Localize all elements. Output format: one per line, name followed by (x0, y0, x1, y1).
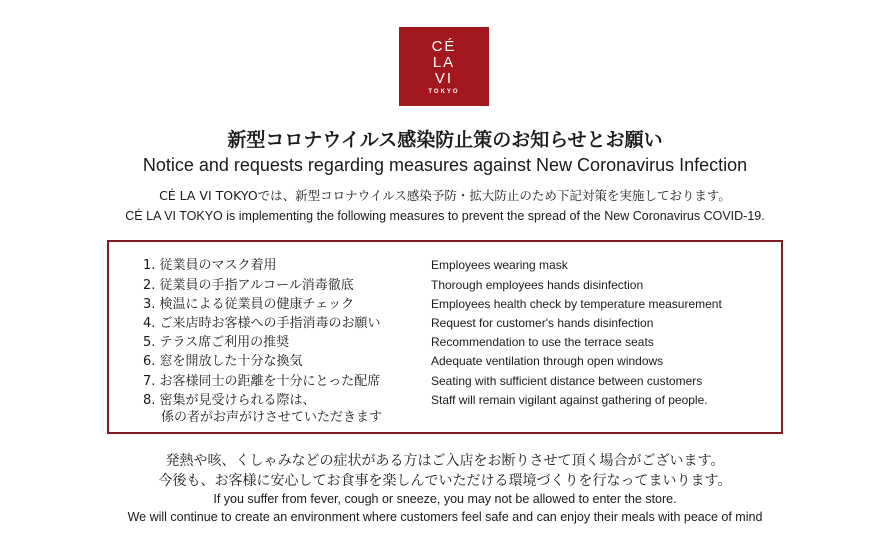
title-japanese: 新型コロナウイルス感染防止策のお知らせとお願い (227, 129, 663, 151)
measure-en: Request for customer's hands disinfection (431, 316, 654, 330)
measure-en: Thorough employees hands disinfection (431, 278, 644, 292)
logo-line-1: CÉ (431, 37, 457, 55)
measure-jp: 7. お客様同士の距離を十分にとった配席 (143, 374, 381, 389)
measure-jp: 5. テラス席ご利用の推奨 (143, 335, 290, 350)
measure-en: Recommendation to use the terrace seats (431, 335, 654, 349)
measure-en: Employees wearing mask (431, 258, 568, 272)
measure-row-1 (109, 256, 781, 275)
measure-en: Employees health check by temperature measurement (431, 297, 722, 311)
measure-row-5 (109, 333, 781, 352)
measure-row-3 (109, 295, 781, 314)
measure-jp: 1. 従業員のマスク着用 (143, 258, 277, 273)
measure-row-7 (109, 372, 781, 391)
measures-box (107, 240, 783, 434)
intro-japanese: CÉ LA VI TOKYOでは、新型コロナウイルス感染予防・拡大防止のため下記対策を実施しております。 (159, 188, 731, 203)
logo-line-4: TOKYO (428, 88, 460, 95)
footer-english-2: We will continue to create an environment where customers feel safe and can enjoy their meals with peace of mind (127, 510, 763, 524)
measure-jp: 4. ご来店時お客様への手指消毒のお願い (143, 316, 381, 331)
footer-english-1: If you suffer from fever, cough or sneeze, you may not be allowed to enter the store. (213, 492, 677, 506)
footer-japanese-1: 発熱や咳、くしゃみなどの症状がある方はご入店をお断りさせて頂く場合がございます。 (165, 453, 725, 469)
measure-row-4 (109, 314, 781, 333)
footer-japanese-2: 今後も、お客様に安心してお食事を楽しんでいただける環境づくりを行なってまいります。 (158, 473, 732, 489)
measure-jp: 6. 窓を開放した十分な換気 (143, 354, 303, 369)
measure-row-6 (109, 352, 781, 371)
measure-en: Staff will remain vigilant against gathering of people. (431, 393, 708, 407)
measure-jp: 8. 密集が見受けられる際は、 (143, 393, 316, 408)
measure-row-8 (109, 391, 781, 425)
intro-english: CÉ LA VI TOKYO is implementing the following measures to prevent the spread of the New Coronavirus COVID-19. (125, 209, 765, 223)
title-english: Notice and requests regarding measures against New Coronavirus Infection (142, 155, 748, 175)
logo-line-3: VI (434, 69, 454, 87)
measure-jp: 3. 検温による従業員の健康チェック (143, 297, 355, 312)
measure-en: Adequate ventilation through open windows (431, 354, 664, 368)
measure-en: Seating with sufficient distance between customers (431, 374, 703, 388)
logo-line-2: LA (432, 53, 456, 71)
measure-jp: 2. 従業員の手指アルコール消毒徹底 (143, 278, 354, 293)
measure-row-2 (109, 276, 781, 295)
measure-jp-continued: 係の者がお声がけさせていただきます (161, 410, 383, 425)
brand-logo (399, 27, 489, 106)
